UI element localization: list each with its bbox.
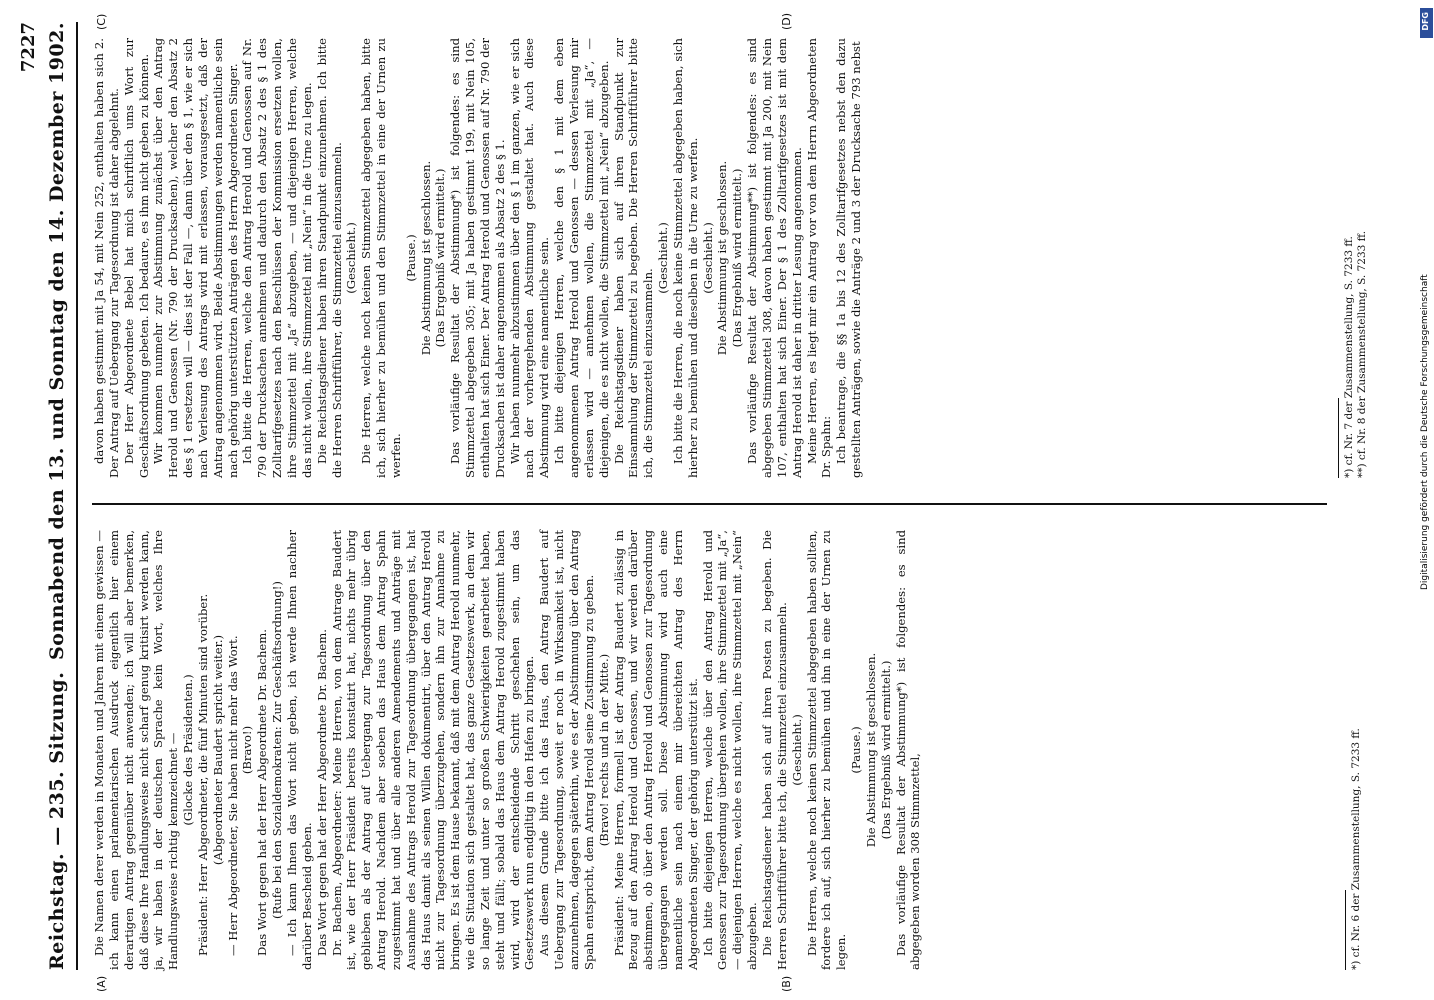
dfg-logo-text: DFG xyxy=(1421,12,1430,31)
footnote: *) cf. Nr. 6 der Zusammenstellung, S. 7233 ff. xyxy=(1350,728,1362,970)
paragraph: Wir haben nunmehr abzustimmen über den § 1 im ganzen, wie er sich nach der vorhergehenden Abstimmung gestaltet hat. Auch diese Abstimmung wird eine namentliche sein. xyxy=(507,38,552,478)
paragraph: Aus diesem Grunde bitte ich das Haus, den Antrag Baudert auf Uebergang zur Tagesordnung, soweit er noch in Wirksamkeit ist, nicht anzunehmen, dagegen späterhin, wie es der Abstimmung über den Antrag Spahn entspricht, dem Antrag Herold seine Zustimmung zu geben. xyxy=(537,530,596,970)
paragraph: Meine Herren, es liegt mir ein Antrag vor von dem Herrn Abgeordneten Dr. Spahn: xyxy=(804,38,834,478)
paragraph: Das Wort gegen hat der Herr Abgeordnete Dr. Bachem. xyxy=(314,629,329,956)
paragraph: (Geschieht.) xyxy=(789,714,804,786)
paragraph: (Das Ergebniß wird ermittelt.) xyxy=(433,168,448,348)
paragraph: Das vorläufige Resultat der Abstimmung**) ist folgendes: es sind abgegeben Stimmzettel 308, davon haben gestimmt mit Ja 200, mit Nein 107, enthalten hat sich Einer. Der § 1 des Zolltarifgesetzes ist mit dem Antrag Herold ist daher in dritter Lesung angenommen. xyxy=(745,38,804,478)
digitization-sidebar xyxy=(1420,40,1432,1000)
paragraph: Ich bitte diejenigen Herren, welche den § 1 mit dem eben angenommenen Antrag Herold und Genossen — dessen Verlesung mir erlassen wird — annehmen wollen, die Stimmzettel mit „Ja“, — diejenigen, die es nicht wollen, die Stimmzettel mit „Nein“ abzugeben. xyxy=(552,38,611,478)
paragraph: Das vorläufige Resultat der Abstimmung*) ist folgendes: es sind Stimmzettel abgegeben 305; mit Ja haben gestimmt 199, mit Nein 105, enthalten hat sich Einer. Der Antrag Herold und Genossen auf Nr. 790 der Drucksachen ist daher angenommen als Absatz 2 des § 1. xyxy=(448,38,507,478)
margin-marker-b: (B) xyxy=(780,975,793,992)
footnote-rule xyxy=(1338,398,1339,478)
paragraph: Der Herr Abgeordnete Bebel hat mich schriftlich ums Wort zur Geschäftsordnung gebeten. Ich bedaure, es ihm nicht geben zu können. xyxy=(121,38,151,478)
paragraph: (Pause.) xyxy=(849,726,864,774)
right-text-column xyxy=(92,38,864,478)
sidebar-credit-text: Digitalisierung gefördert durch die Deutsche Forschungsgemeinschaft xyxy=(1420,274,1430,590)
paragraph: Das vorläufige Resultat der Abstimmung*) ist folgendes: es sind abgegeben worden 308 Stimmzettel, xyxy=(893,530,923,970)
paragraph: Die Namen derer werden in Monaten und Jahren mit einem gewissen — ich kann einen parlamentarischen Ausdruck eigentlich hier einem derartigen Antrag gegenüber nicht anwenden; ich will aber bemerken, daß diese Ihre Handlungsweise nicht scharf genug kritisirt werden kann, ja, wir haben in der deutschen Sprache kein Wort, welches Ihre Handlungsweise richtig kennzeichnet — xyxy=(92,530,181,970)
paragraph: (Pause.) xyxy=(403,234,418,282)
footnote: *) cf. Nr. 7 der Zusammenstellung, S. 7233 ff. xyxy=(1343,236,1355,478)
paragraph: (Rufe bei den Sozialdemokraten: Zur Geschäftsordnung!) xyxy=(270,581,285,919)
paragraph: Die Herren, welche noch keinen Stimmzettel abgegeben haben, bitte ich, sich hierher zu bemühen und den Stimmzettel in eine der Urnen zu werfen. xyxy=(359,38,403,478)
page-header xyxy=(40,22,78,970)
left-text-column xyxy=(92,530,923,970)
paragraph: (Bravo!) xyxy=(240,725,255,775)
paragraph: Präsident: Herr Abgeordneter, die fünf Minuten sind vorüber. xyxy=(195,593,210,956)
footnotes-right xyxy=(1338,38,1369,478)
footnote: **) cf. Nr. 8 der Zusammenstellung, S. 7233 ff. xyxy=(1356,230,1368,478)
margin-marker-d: (D) xyxy=(780,12,793,30)
paragraph: Wir kommen nunmehr zur Abstimmung zunächst über den Antrag Herold und Genossen (Nr. 790 der Drucksachen), welcher den Absatz 2 des § 1 ersetzen will — dies ist der Fall —, dann über den § 1, wie er sich nach Verlesung des Antrags wird mit erlassen, vorausgesetzt, daß der Antrag angenommen wird. Beide Abstimmungen werden namentliche sein nach gehörig unterstützten Anträgen des Herrn Abgeordneten Singer. xyxy=(151,38,240,478)
paragraph: Das Wort gegen hat der Herr Abgeordnete Dr. Bachem. xyxy=(255,629,270,956)
paragraph: (Abgeordneter Baudert spricht weiter.) xyxy=(210,634,225,866)
paragraph: Die Abstimmung ist geschlossen. xyxy=(863,652,878,848)
header-left-title: Reichstag. — 235. Sitzung. xyxy=(46,671,68,970)
margin-marker-c: (C) xyxy=(95,13,108,30)
paragraph: (Bravo! rechts und in der Mitte.) xyxy=(596,653,611,847)
page-number-row xyxy=(18,22,38,970)
paragraph: — Ich kann Ihnen das Wort nicht geben, ich werde Ihnen nachher darüber Bescheid geben. xyxy=(284,530,314,970)
page-number: 7227 xyxy=(18,22,39,73)
paragraph: Dr. Bachem, Abgeordneter: Meine Herren, von dem Antrage Baudert ist, wie der Herr Präsident bereits konstatirt hat, nichts mehr übrig geblieben als der Antrag auf Uebergang zur Tagesordnung über den Antrag Herold. Nachdem aber soeben das Haus dem Antrag Spahn zugestimmt hat und über alle anderen Amendements und Anträge mit Ausnahme des Antrags Herold zur Tagesordnung übergegangen ist, hat das Haus damit als seinen Willen dokumentirt, über den Antrag Herold nicht zur Tagesordnung überzugehen, sondern ihn zur Annahme zu bringen. Es ist dem Hause bekannt, daß mit dem Antrag Herold nunmehr, wie die Situation sich gestaltet hat, das ganze Gesetzeswerk, an dem wir so lange Zeit und unter so großen Schwierigkeiten gearbeitet haben, steht und fällt; sobald das Haus dem Antrag Herold zugestimmt haben wird, wird der entscheidende Schritt geschehen sein, um das Gesetzeswerk nun endgiltig in den Hafen zu bringen. xyxy=(329,530,537,970)
paragraph: Die Abstimmung ist geschlossen. xyxy=(715,160,730,356)
footnotes-left xyxy=(1345,530,1363,970)
paragraph: Ich beantrage, die §§ 1a bis 12 des Zolltarifgesetzes nebst den dazu gestellten Anträgen, sowie die Anträge 2 und 3 der Drucksache 793 nebst xyxy=(834,38,864,478)
paragraph: (Geschieht.) xyxy=(656,222,671,294)
paragraph: Ich bitte die Herren, die noch keine Stimmzettel abgegeben haben, sich hierher zu bemühen und dieselben in die Urne zu werfen. xyxy=(670,38,700,478)
footnote-rule xyxy=(1345,890,1346,970)
paragraph: — Herr Abgeordneter, Sie haben nicht mehr das Wort. xyxy=(225,635,240,956)
paragraph: Ich bitte diejenigen Herren, welche über den Antrag Herold und Genossen zur Tagesordnung übergehen wollen, ihre Stimmzettel mit „Ja“, — diejenigen Herren, welche es nicht wollen, ihre Stimmzettel mit „Nein“ abzugeben. xyxy=(700,530,760,970)
paragraph: Die Reichstagsdiener haben sich auf ihren Posten zu begeben. Die Herren Schriftführer bitte ich, die Stimmzettel einzusammeln. xyxy=(759,530,789,970)
paragraph: Die Reichstagsdiener haben sich auf ihren Standpunkt zur Einsammlung der Stimmzettel zu begeben. Die Herren Schriftführer bitte ich, die Stimmzettel einzusammeln. xyxy=(611,38,656,478)
paragraph: Die Reichstagsdiener haben ihren Standpunkt einzunehmen. Ich bitte die Herren Schriftführer, die Stimmzettel einzusammeln. xyxy=(314,38,344,478)
dfg-logo xyxy=(1420,8,1433,38)
header-right-date: Sonnabend den 13. und Sonntag den 14. Dezember 1902. xyxy=(46,22,68,660)
paragraph: (Geschieht.) xyxy=(344,222,359,294)
paragraph: (Das Ergebniß wird ermittelt.) xyxy=(730,168,745,348)
paragraph: davon haben gestimmt mit Ja 54, mit Nein 252, enthalten haben sich 2. Der Antrag auf Uebergang zur Tagesordnung ist daher abgelehnt. xyxy=(92,38,121,478)
column-divider xyxy=(92,503,1327,505)
paragraph: (Das Ergebniß wird ermittelt.) xyxy=(878,660,893,840)
paragraph: Die Herren, welche noch keinen Stimmzettel abgegeben haben sollten, fordere ich auf, sich hierher zu bemühen und ihn in eine der Urnen zu legen. xyxy=(804,530,849,970)
paragraph: (Geschieht.) xyxy=(700,222,715,294)
paragraph: Ich bitte die Herren, welche den Antrag Herold und Genossen auf Nr. 790 der Drucksachen annehmen und dadurch den Absatz 2 des § 1 des Zolltarifgesetzes nach den Beschlüssen der Kommission ersetzen wollen, ihre Stimmzettel mit „Ja“ abzugeben, — und diejenigen Herren, welche das nicht wollen, ihre Stimmzettel mit „Nein“ in die Urne zu legen. xyxy=(240,38,314,478)
paragraph: Die Abstimmung ist geschlossen. xyxy=(418,160,433,356)
margin-marker-a: (A) xyxy=(95,975,108,992)
paragraph: (Glocke des Präsidenten.) xyxy=(181,674,196,826)
paragraph: Präsident: Meine Herren, formell ist der Antrag Baudert zulässig in Bezug auf den Antrag Herold und Genossen, und wir werden darüber abstimmen, ob über den Antrag Herold und Genossen zur Tagesordnung übergegangen werden soll. Diese Abstimmung wird auch eine namentliche sein nach einem mir übereichten Antrag des Herrn Abgeordneten Singer, der gehörig unterstützt ist. xyxy=(611,530,700,970)
